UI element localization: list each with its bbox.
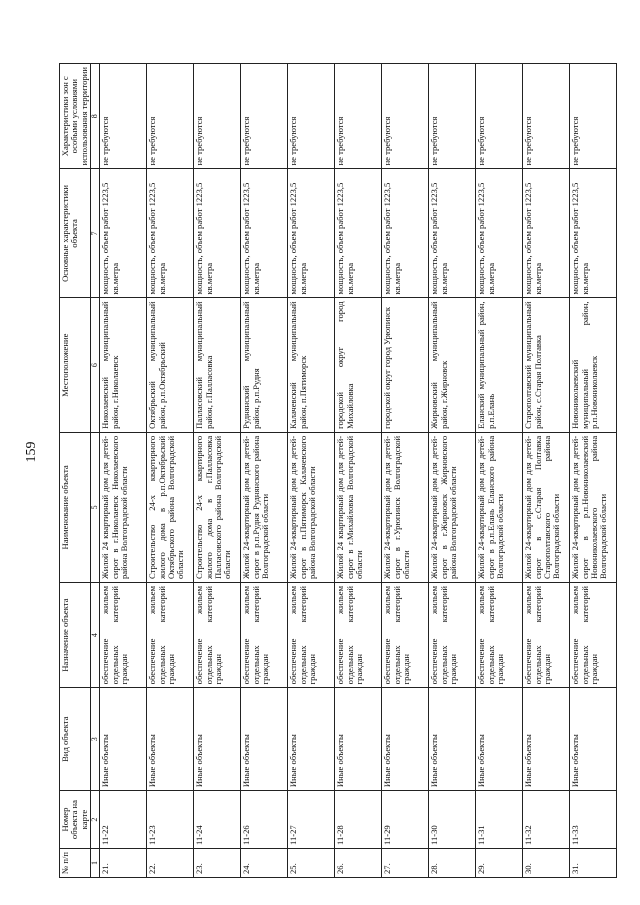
- header-object-type: Вид объекта: [60, 688, 91, 791]
- cell-object-name: Строительство 24-х квартирного жилого дома в г.Палласовка Палласовского района Волгоградской области: [194, 432, 241, 582]
- cell-map-number: 11-28: [335, 791, 382, 849]
- cell-location: Палласовский муниципальный район, г.Палласовка: [194, 298, 241, 432]
- cell-row-number: 25.: [288, 849, 335, 878]
- table-body: [100, 64, 617, 878]
- column-number: 5: [90, 432, 100, 582]
- cell-row-number: 26.: [335, 849, 382, 878]
- table-row: [523, 64, 570, 878]
- cell-purpose: обеспечение жильем отдельных категорий граждан: [523, 582, 570, 687]
- column-number: 8: [90, 64, 100, 169]
- header-characteristics: Основные характеристики объекта: [60, 169, 91, 298]
- cell-purpose: обеспечение жильем отдельных категорий граждан: [335, 582, 382, 687]
- cell-characteristics: мощность, объем работ 1223,5 кв.метра: [100, 169, 147, 298]
- objects-table: [59, 63, 617, 878]
- page-number: 159: [24, 441, 39, 463]
- header-location: Местоположение: [60, 298, 91, 432]
- cell-location: Николаевский муниципальный район, г.Николаевск: [100, 298, 147, 432]
- cell-row-number: 28.: [429, 849, 476, 878]
- cell-characteristics: мощность, объем работ 1223,5 кв.метра: [194, 169, 241, 298]
- cell-map-number: 11-26: [241, 791, 288, 849]
- cell-object-type: Иные объекты: [382, 688, 429, 791]
- table-row: [382, 64, 429, 878]
- cell-purpose: обеспечение жильем отдельных категорий граждан: [288, 582, 335, 687]
- header-zone-characteristics: Характеристики зон с особыми условиями использования территории: [60, 64, 91, 169]
- cell-zone-characteristics: не требуются: [476, 64, 523, 169]
- column-number-row: [90, 64, 100, 878]
- cell-zone-characteristics: не требуются: [382, 64, 429, 169]
- cell-row-number: 22.: [147, 849, 194, 878]
- cell-map-number: 11-30: [429, 791, 476, 849]
- cell-object-name: Строительство 24-х квартирного жилого дома в р.п.Октябрьский Октябрьского района Волгоградской области: [147, 432, 194, 582]
- column-number: 3: [90, 688, 100, 791]
- cell-characteristics: мощность, объем работ 1223,5 кв.метра: [335, 169, 382, 298]
- cell-characteristics: мощность, объем работ 1223,5 кв.метра: [147, 169, 194, 298]
- cell-characteristics: мощность, объем работ 1223,5 кв.метра: [382, 169, 429, 298]
- table-row: [147, 64, 194, 878]
- cell-map-number: 11-32: [523, 791, 570, 849]
- cell-object-name: Жилой 24-квартирный дом для детей-сирот в г.Жирновск Жирновского района Волгоградской области: [429, 432, 476, 582]
- cell-purpose: обеспечение жильем отдельных категорий граждан: [147, 582, 194, 687]
- table-row: [194, 64, 241, 878]
- cell-zone-characteristics: не требуются: [194, 64, 241, 169]
- cell-row-number: 23.: [194, 849, 241, 878]
- header-num: № п/п: [60, 849, 91, 878]
- cell-row-number: 30.: [523, 849, 570, 878]
- cell-characteristics: мощность, объем работ 1223,5 кв.метра: [476, 169, 523, 298]
- cell-purpose: обеспечение жильем отдельных категорий граждан: [570, 582, 617, 687]
- rotated-table-container: [59, 63, 619, 878]
- cell-object-type: Иные объекты: [476, 688, 523, 791]
- cell-zone-characteristics: не требуются: [335, 64, 382, 169]
- cell-purpose: обеспечение жильем отдельных категорий граждан: [429, 582, 476, 687]
- cell-zone-characteristics: не требуются: [241, 64, 288, 169]
- cell-object-type: Иные объекты: [523, 688, 570, 791]
- cell-object-name: Жилой 24 квартирный дом для детей-сирот в г.Михайловка Волгоградской области: [335, 432, 382, 582]
- cell-purpose: обеспечение жильем отдельных категорий граждан: [382, 582, 429, 687]
- cell-purpose: обеспечение жильем отдельных категорий граждан: [100, 582, 147, 687]
- cell-object-type: Иные объекты: [288, 688, 335, 791]
- header-purpose: Назначение объекта: [60, 582, 91, 687]
- cell-characteristics: мощность, объем работ 1223,5 кв.метра: [570, 169, 617, 298]
- cell-row-number: 27.: [382, 849, 429, 878]
- cell-map-number: 11-33: [570, 791, 617, 849]
- cell-object-type: Иные объекты: [570, 688, 617, 791]
- cell-object-type: Иные объекты: [147, 688, 194, 791]
- table-row: [241, 64, 288, 878]
- cell-map-number: 11-23: [147, 791, 194, 849]
- column-number: 6: [90, 298, 100, 432]
- cell-object-name: Жилой 24-квартирный дом для детей-сирот в г.Урюпинск Волгоградской области: [382, 432, 429, 582]
- cell-object-name: Жилой 24-квартирный дом для детей-сирот в с.Старая Полтавка Старополтавского района Волгоградской области: [523, 432, 570, 582]
- cell-object-name: Жилой 24-квартирный дом для детей-сирот в р.п.Рудня Руднянского района Волгоградской области: [241, 432, 288, 582]
- column-number: 7: [90, 169, 100, 298]
- cell-object-type: Иные объекты: [100, 688, 147, 791]
- table-header-row: [60, 64, 91, 878]
- cell-object-name: Жилой 24-квартирный дом для детей-сирот в п.Пятиморск Калачевского района Волгоградской области: [288, 432, 335, 582]
- cell-purpose: обеспечение жильем отдельных категорий граждан: [194, 582, 241, 687]
- cell-zone-characteristics: не требуются: [570, 64, 617, 169]
- cell-location: Новониколаевский муниципальный район, р.п.Новониколаевск: [570, 298, 617, 432]
- table-row: [429, 64, 476, 878]
- cell-object-name: Жилой 24-квартирный дом для детей-сирот в р.п.Новониколаевский Новониколаевского района Волгоградской области: [570, 432, 617, 582]
- cell-location: Калачевский муниципальный район, п.Пятиморск: [288, 298, 335, 432]
- cell-object-type: Иные объекты: [335, 688, 382, 791]
- cell-characteristics: мощность, объем работ 1223,5 кв.метра: [241, 169, 288, 298]
- cell-row-number: 24.: [241, 849, 288, 878]
- cell-location: Еланский муниципальный район, р.п.Елань: [476, 298, 523, 432]
- cell-zone-characteristics: не требуются: [147, 64, 194, 169]
- cell-zone-characteristics: не требуются: [288, 64, 335, 169]
- cell-location: городской округ город Михайловка: [335, 298, 382, 432]
- cell-characteristics: мощность, объем работ 1223,5 кв.метра: [288, 169, 335, 298]
- cell-map-number: 11-22: [100, 791, 147, 849]
- cell-location: Октябрьский муниципальный район, р.п.Октябрьский: [147, 298, 194, 432]
- cell-location: Руднянский муниципальный район, р.п.Рудня: [241, 298, 288, 432]
- cell-characteristics: мощность, объем работ 1223,5 кв.метра: [523, 169, 570, 298]
- cell-object-name: Жилой 24-квартирный дом для детей-сирот в р.п.Елань Еланского района Волгоградской области: [476, 432, 523, 582]
- cell-purpose: обеспечение жильем отдельных категорий граждан: [241, 582, 288, 687]
- column-number: 4: [90, 582, 100, 687]
- table-row: [476, 64, 523, 878]
- cell-zone-characteristics: не требуются: [429, 64, 476, 169]
- cell-object-type: Иные объекты: [194, 688, 241, 791]
- cell-row-number: 21.: [100, 849, 147, 878]
- table-row: [288, 64, 335, 878]
- cell-map-number: 11-31: [476, 791, 523, 849]
- table-row: [335, 64, 382, 878]
- table-row: [100, 64, 147, 878]
- cell-characteristics: мощность, объем работ 1223,5 кв.метра: [429, 169, 476, 298]
- cell-object-name: Жилой 24 квартирный дом для детей-сирот в г.Николаевск Николаевского района Волгоградской области: [100, 432, 147, 582]
- cell-map-number: 11-29: [382, 791, 429, 849]
- cell-zone-characteristics: не требуются: [100, 64, 147, 169]
- cell-location: Старополтавский муниципальный район, с.Старая Полтавка: [523, 298, 570, 432]
- cell-row-number: 29.: [476, 849, 523, 878]
- column-number: 1: [90, 849, 100, 878]
- header-map-number: Номер объекта на карте: [60, 791, 91, 849]
- cell-row-number: 31.: [570, 849, 617, 878]
- cell-location: Жирновский муниципальный район, г.Жирновск: [429, 298, 476, 432]
- table-row: [570, 64, 617, 878]
- column-number: 2: [90, 791, 100, 849]
- cell-location: городской округ город Урюпинск: [382, 298, 429, 432]
- cell-object-type: Иные объекты: [241, 688, 288, 791]
- cell-object-type: Иные объекты: [429, 688, 476, 791]
- cell-purpose: обеспечение жильем отдельных категорий граждан: [476, 582, 523, 687]
- header-object-name: Наименование объекта: [60, 432, 91, 582]
- cell-map-number: 11-27: [288, 791, 335, 849]
- cell-map-number: 11-24: [194, 791, 241, 849]
- cell-zone-characteristics: не требуются: [523, 64, 570, 169]
